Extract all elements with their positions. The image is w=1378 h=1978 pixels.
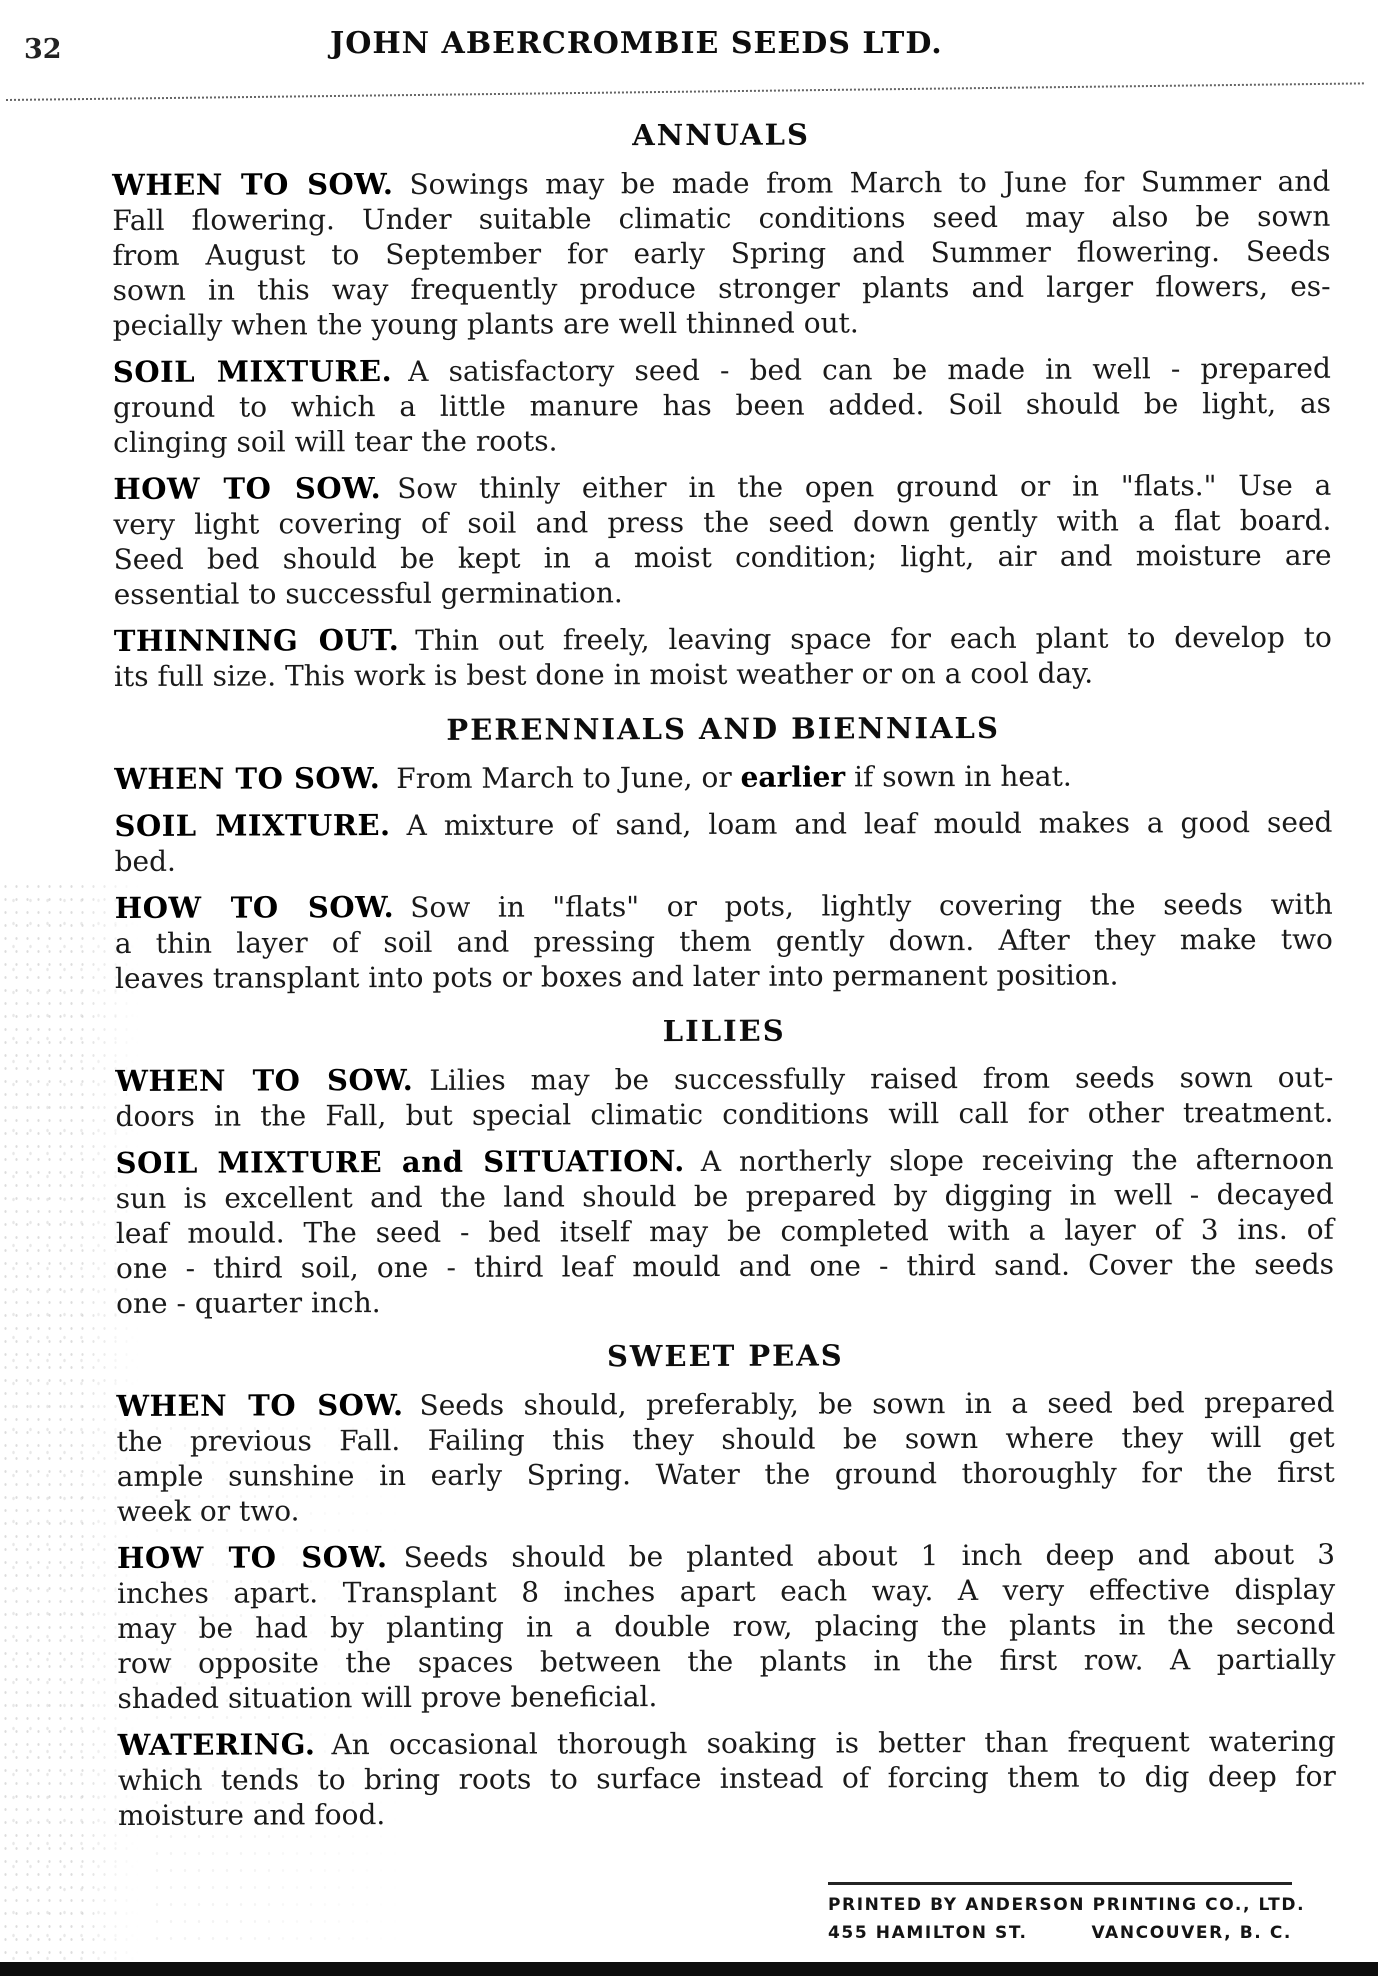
text-line [116,1177,1334,1216]
printer-credit [828,1882,1306,1943]
text-line [117,1607,1335,1646]
page-number: 32 [24,34,62,65]
text-line [115,922,1333,961]
text-line [118,1724,1336,1763]
text-line [114,805,1332,844]
page-title: JOHN ABERCROMBIE SEEDS LTD. [330,26,943,61]
text-run: ground to which a little manure has been added. Soil should be light, as [112,386,1332,424]
text-line [115,840,1333,879]
section-title: PERENNIALS AND BIENNIALS [446,710,1000,747]
page-body [112,114,1336,1833]
text-run: Sow in "flats" or pots, lightly covering the seeds with [410,887,1333,924]
text-run: from August to September for early Spring and Summer flowering. Seeds [112,234,1331,272]
paragraph [114,758,1332,797]
text-run: From March to June, or [396,760,741,796]
text-run: which tends to bring roots to surface instead of forcing them to dig deep for [117,1759,1336,1797]
bold-run: SOIL MIXTURE. [112,354,393,389]
paragraph [114,620,1332,694]
text-line [117,1677,1335,1716]
text-run: A satisfactory seed - bed can be made in well - prepared [408,351,1331,388]
text-run: one - third soil, one - third leaf mould and one - third sand. Cover the seeds [115,1247,1335,1285]
text-line [116,1385,1334,1424]
printer-address-row [828,1923,1292,1943]
text-line [115,957,1333,996]
text-run: very light covering of soil and press the seed down gently with a flat board. [113,503,1332,541]
text-run: Seeds should be planted about 1 inch deep and about 3 [403,1537,1336,1574]
printer-name: PRINTED BY ANDERSON PRINTING CO., LTD. [828,1895,1306,1915]
text-run: the previous Fall. Failing this they should be sown where they will get [116,1420,1335,1458]
bold-run: HOW TO SOW. [113,471,382,506]
text-run: its full size. This work is best done in moist weather or on a cool day. [113,656,1094,693]
paragraph [117,1537,1336,1716]
text-run: one - quarter inch. [116,1286,381,1320]
text-line [117,1537,1335,1576]
paragraph [112,164,1331,343]
text-run: doors in the Fall, but special climatic conditions will call for other treatment. [115,1095,1334,1133]
text-run: Lilies may be successfully raised from seeds sown out- [429,1060,1334,1097]
text-run: Sow thinly either in the open ground or in "flats." Use a [397,468,1332,506]
footer-divider [828,1882,1292,1885]
section-title: LILIES [662,1013,786,1049]
section-title: SWEET PEAS [606,1338,844,1374]
text-run: if sown in heat. [845,759,1072,794]
text-run: sown in this way frequently produce stronger plants and larger flowers, es- [112,269,1331,307]
text-run: moisture and food. [117,1798,386,1832]
header-divider [6,82,1364,101]
text-line [113,468,1331,507]
bold-run: WATERING. [117,1727,316,1762]
paragraph [113,351,1331,460]
text-line [116,1142,1334,1181]
paragraph [114,805,1332,879]
text-line [113,269,1331,308]
text-run: Seed bed should be kept in a moist condition; light, air and moisture are [113,538,1332,576]
text-run: week or two. [116,1494,300,1528]
text-run: An occasional thorough soaking is better than frequent watering [331,1724,1336,1762]
text-run: inches apart. Transplant 8 inches apart each way. A very effective display [117,1572,1336,1610]
bold-run: THINNING OUT. [113,623,400,658]
scan-edge-bar [0,1962,1378,1976]
paragraph [118,1724,1336,1833]
text-run: pecially when the young plants are well thinned out. [112,306,859,342]
text-line [114,573,1332,612]
text-line [112,234,1330,273]
bold-run: HOW TO SOW. [114,890,395,925]
bold-run: WHEN TO SOW. [115,1062,414,1098]
text-run: A northerly slope receiving the afternoon [700,1142,1334,1178]
text-run: a thin layer of soil and pressing them gently down. After they make two [114,922,1333,960]
text-line [114,620,1332,659]
bold-run: WHEN TO SOW. [116,1387,404,1423]
text-line [117,1490,1335,1529]
text-line [112,199,1330,238]
paragraph [116,1142,1335,1321]
paragraph [113,468,1331,612]
paragraph [116,1385,1334,1529]
text-line [117,1420,1335,1459]
text-run: leaf mould. The seed - bed itself may be completed with a layer of 3 ins. of [115,1212,1334,1250]
bold-run: earlier [740,760,846,794]
printer-street: 455 HAMILTON ST. [828,1923,1028,1943]
text-run: bed. [114,844,176,878]
text-line [113,386,1331,425]
text-run: ample sunshine in early Spring. Water the ground thoroughly for the first [116,1455,1335,1493]
text-line [116,1212,1334,1251]
text-run: A mixture of sand, loam and leaf mould makes a good seed [406,805,1333,842]
text-line [115,887,1333,926]
text-run: Sowings may be made from March to June for Summer and [409,164,1331,201]
text-line [114,655,1332,694]
text-line [116,1247,1334,1286]
text-line [116,1282,1334,1321]
bold-run: SOIL MIXTURE and SITUATION. [115,1144,685,1180]
text-line [115,1060,1333,1099]
bold-run: WHEN TO SOW. [112,167,394,202]
text-line [112,164,1330,203]
printer-city: VANCOUVER, B. C. [1091,1923,1292,1943]
text-run: sun is excellent and the land should be prepared by digging in well - decayed [115,1177,1334,1215]
text-line [117,1642,1335,1681]
text-run: leaves transplant into pots or boxes and later into permanent position. [114,958,1119,995]
text-run: essential to successful germination. [113,576,623,611]
text-line [113,538,1331,577]
text-line [117,1455,1335,1494]
text-line [113,503,1331,542]
text-run: may be had by planting in a double row, placing the plants in the second [117,1607,1336,1645]
text-line [118,1794,1336,1833]
text-run: Seeds should, preferably, be sown in a seed bed prepared [419,1385,1335,1422]
text-run: shaded situation will prove beneficial. [117,1680,658,1715]
bold-run: WHEN TO SOW. [114,761,381,796]
text-line [115,1095,1333,1134]
text-run: Thin out freely, leaving space for each plant to develop to [415,620,1332,657]
bold-run: SOIL MIXTURE. [114,808,391,843]
section-title: ANNUALS [632,117,810,153]
text-run: row opposite the spaces between the plants in the first row. A partially [117,1642,1336,1680]
text-line [118,1759,1336,1798]
text-run: Fall flowering. Under suitable climatic conditions seed may also be sown [112,199,1331,237]
paragraph [115,1060,1333,1134]
paragraph [115,887,1333,996]
text-line [113,351,1331,390]
text-line [113,304,1331,343]
text-line [113,421,1331,460]
text-line [114,758,1332,797]
bold-run: HOW TO SOW. [116,1540,388,1575]
text-run: clinging soil will tear the roots. [113,424,558,459]
text-line [117,1572,1335,1611]
